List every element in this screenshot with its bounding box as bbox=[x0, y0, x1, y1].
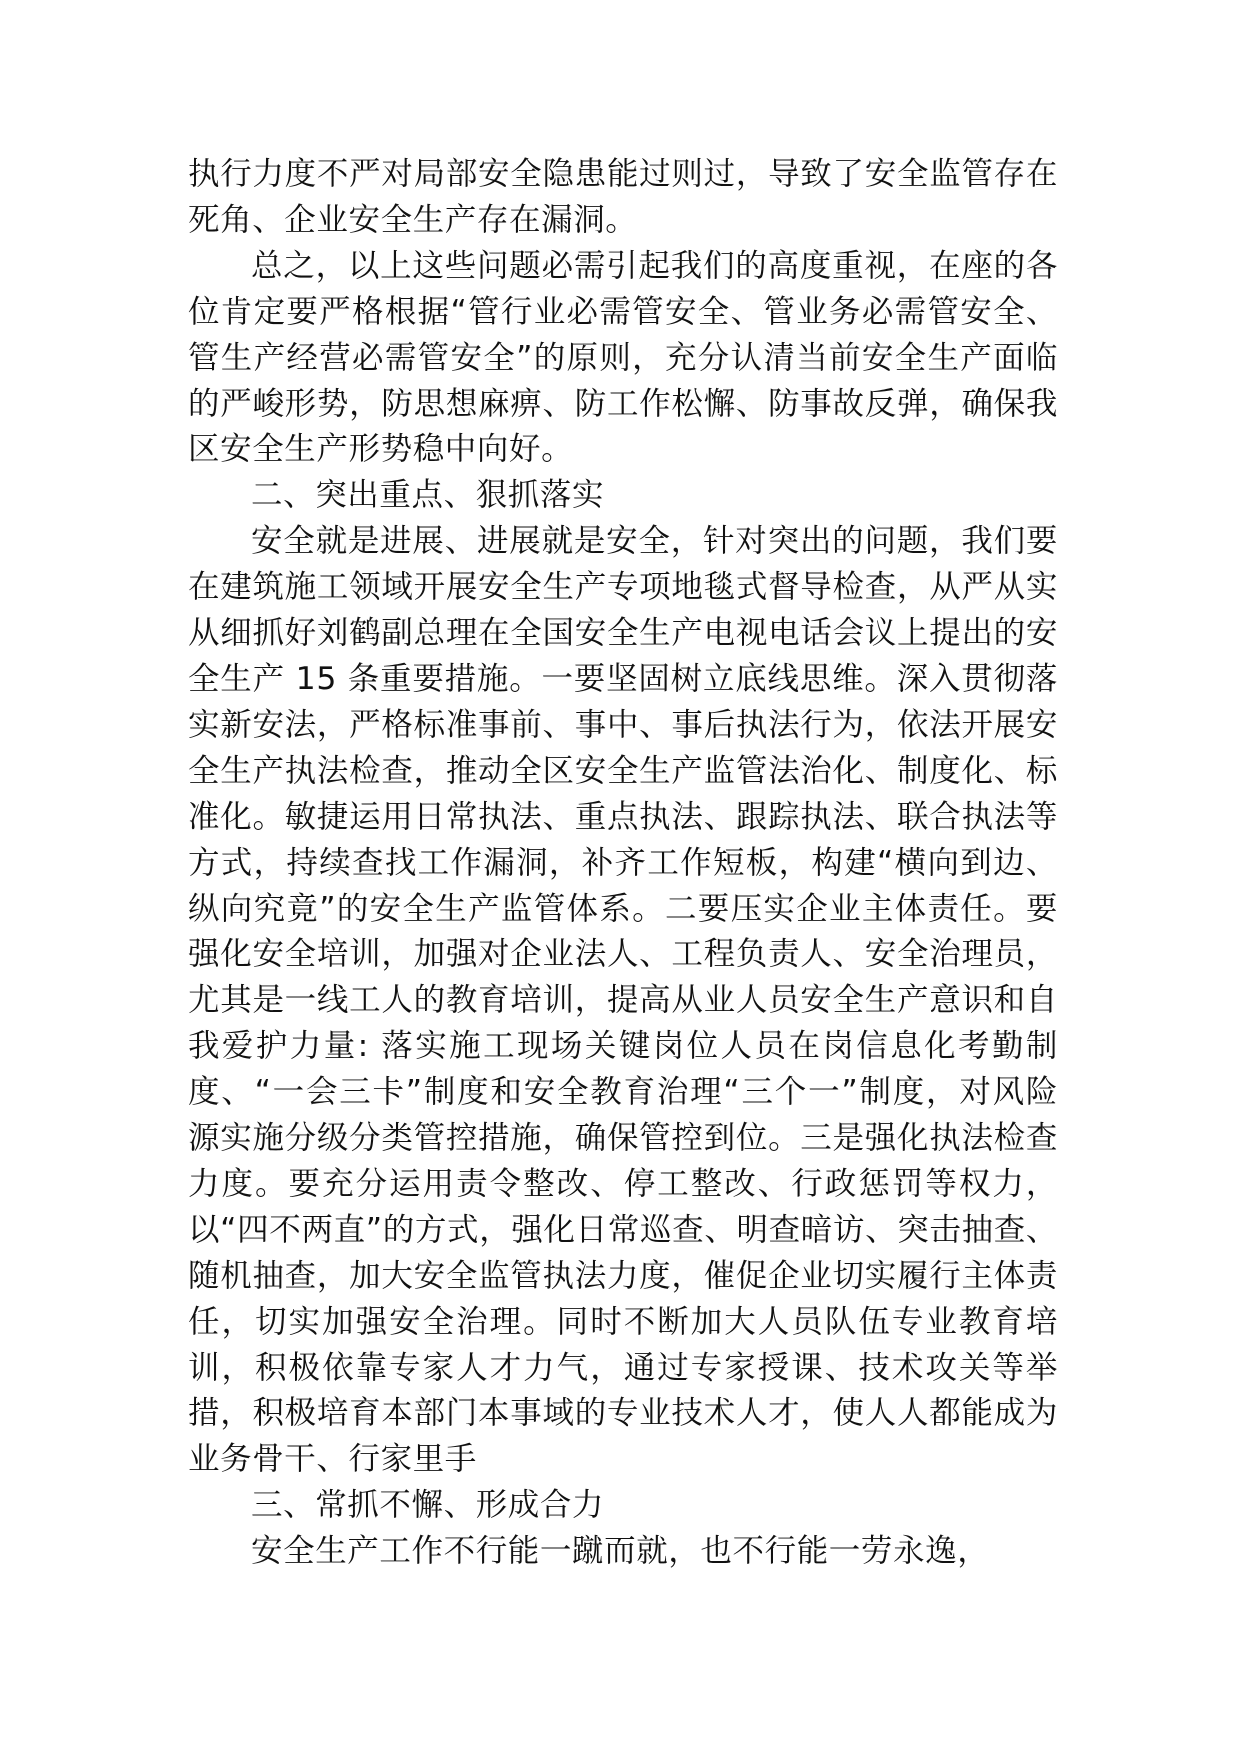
paragraph-closing: 安全生产工作不行能一蹴而就，也不行能一劳永逸， bbox=[251, 1533, 990, 1570]
section-heading-3: 三、常抓不懈、形成合力 bbox=[251, 1487, 605, 1524]
paragraph-measures: 安全就是进展、进展就是安全，针对突出的问题，我们要在建筑施工领域开展安全生产专项地毯式督导检查，从严从实从细抓好刘鹤副总理在全国安全生产电视电话会议上提出的安全生产 15 条重要措施。一要坚固树立底线思维。深入贯彻落实新安法，严格标准事前、事中、事后执法行为，依法开展安全生产执法检查，推动全区安全生产监管法治化、制度化、标准化。敏捷运用日常执法、重点执法、跟踪执法、联合执法等方式，持续查找工作漏洞，补齐工作短板，构建“横向到边、纵向究竟”的安全生产监管体系。二要压实企业主体责任。要强化安全培训，加强对企业法人、工程负责人、安全治理员，尤其是一线工人的教育培训，提高从业人员安全生产意识和自我爱护力量: 落实施工现场关键岗位人员在岗信息化考勤制度、“一会三卡”制度和安全教育治理“三个一”制度，对风险源实施分级分类管控措施，确保管控到位。三是强化执法检查力度。要充分运用责令整改、停工整改、行政惩罚等权力，以“四不两直”的方式，强化日常巡查、明查暗访、突击抽查、随机抽查，加大安全监管执法力度，催促企业切实履行主体责任，切实加强安全治理。同时不断加大人员队伍专业教育培训，积极依靠专家人才力气，通过专家授课、技术攻关等举措，积极培育本部门本事域的专业技术人才，使人人都能成为业务骨干、行家里手 bbox=[188, 523, 1058, 1478]
paragraph-continuation: 执行力度不严对局部安全隐患能过则过，导致了安全监管存在死角、企业安全生产存在漏洞。 bbox=[188, 156, 1058, 238]
paragraph-summary: 总之，以上这些问题必需引起我们的高度重视，在座的各位肯定要严格根据“管行业必需管安全、管业务必需管安全、管生产经营必需管安全”的原则，充分认清当前安全生产面临的严峻形势，防思想麻痹、防工作松懈、防事故反弹，确保我区安全生产形势稳中向好。 bbox=[188, 247, 1058, 468]
document-page bbox=[188, 152, 1058, 1575]
section-heading-2: 二、突出重点、狠抓落实 bbox=[251, 477, 605, 514]
